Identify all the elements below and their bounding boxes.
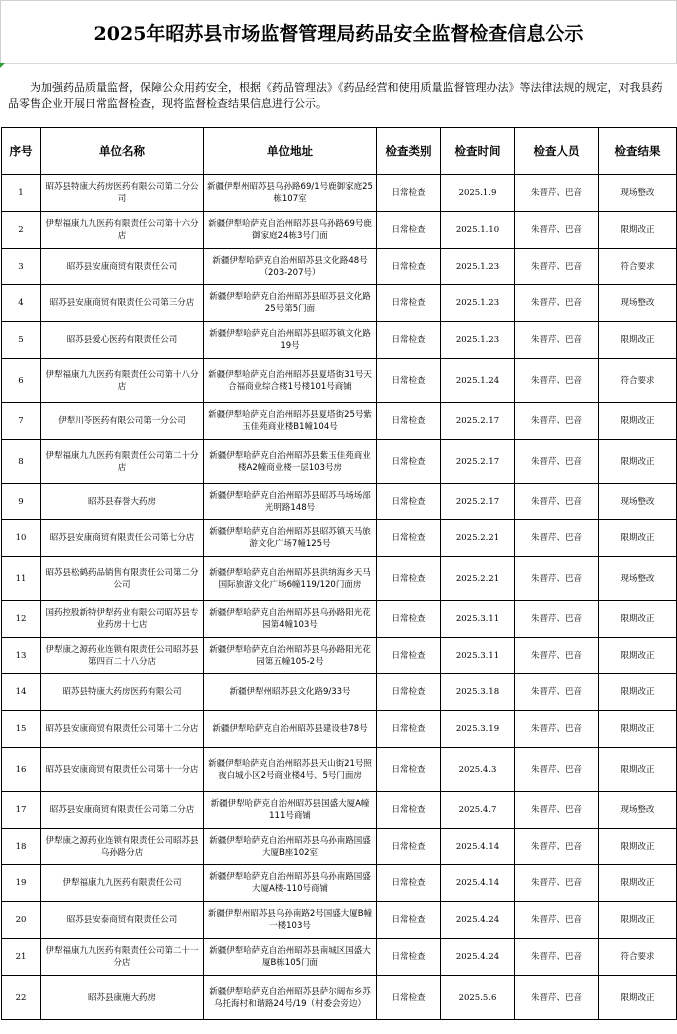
cell-result: 限期改正 (599, 674, 677, 711)
cell-date: 2025.1.23 (441, 322, 515, 359)
cell-type: 日常检查 (377, 902, 441, 939)
cell-no: 9 (2, 484, 41, 520)
cell-no: 3 (2, 249, 41, 285)
cell-name: 昭苏县安康商贸有限责任公司第二分店 (41, 792, 204, 829)
cell-date: 2025.1.23 (441, 249, 515, 285)
header-result: 检查结果 (599, 128, 677, 175)
cell-date: 2025.2.17 (441, 440, 515, 484)
cell-name: 伊犁福康九九医药有限责任公司第十八分店 (41, 359, 204, 403)
cell-type: 日常检查 (377, 520, 441, 557)
cell-date: 2025.4.24 (441, 902, 515, 939)
cell-no: 17 (2, 792, 41, 829)
cell-date: 2025.4.14 (441, 829, 515, 865)
cell-staff: 朱晋芹、巴音 (515, 249, 599, 285)
cell-name: 伊犁康之源药业连锁有限责任公司昭苏县第四百二十八分店 (41, 638, 204, 674)
cell-address: 新疆伊犁哈萨克自治州昭苏县国盛大厦A幢111号商铺 (204, 792, 377, 829)
cell-type: 日常检查 (377, 976, 441, 1020)
intro-paragraph: 为加强药品质量监督，保障公众用药安全，根据《药品管理法》《药品经营和使用质量监督管理办法》等法律法规的规定，对我县药品零售企业开展日常监督检查，现将监督检查结果信息进行公示。 (8, 81, 663, 110)
cell-name: 伊犁福康九九医药有限责任公司第二十一分店 (41, 939, 204, 976)
cell-no: 16 (2, 748, 41, 792)
cell-address: 新疆伊犁哈萨克自治州昭苏县天山街21号照夜白城小区2号商业楼4号、5号门面房 (204, 748, 377, 792)
cell-no: 8 (2, 440, 41, 484)
cell-no: 7 (2, 403, 41, 440)
cell-no: 14 (2, 674, 41, 711)
cell-name: 昭苏县安康商贸有限责任公司第十一分店 (41, 748, 204, 792)
cell-type: 日常检查 (377, 711, 441, 748)
table-row (2, 902, 677, 939)
table-row (2, 638, 677, 674)
cell-no: 5 (2, 322, 41, 359)
cell-no: 22 (2, 976, 41, 1020)
cell-name: 昭苏县特康大药房医药有限公司第二分公司 (41, 175, 204, 212)
cell-type: 日常检查 (377, 674, 441, 711)
cell-name: 国药控股新特伊犁药业有限公司昭苏县专业药房十七店 (41, 601, 204, 638)
cell-no: 2 (2, 212, 41, 249)
cell-staff: 朱晋芹、巴音 (515, 792, 599, 829)
cell-name: 昭苏县康施大药房 (41, 976, 204, 1020)
cell-no: 6 (2, 359, 41, 403)
cell-type: 日常检查 (377, 403, 441, 440)
cell-address: 新疆伊犁州昭苏县乌孙南路2号国盛大厦B幢一楼103号 (204, 902, 377, 939)
cell-result: 现场整改 (599, 285, 677, 322)
cell-result: 限期改正 (599, 440, 677, 484)
cell-staff: 朱晋芹、巴音 (515, 829, 599, 865)
cell-staff: 朱晋芹、巴音 (515, 285, 599, 322)
cell-address: 新疆伊犁哈萨克自治州昭苏县萨尔阔布乡苏乌托海村和谐路24号/19（村委会旁边） (204, 976, 377, 1020)
title-box (0, 0, 677, 64)
cell-name: 昭苏县安康商贸有限责任公司第十二分店 (41, 711, 204, 748)
cell-date: 2025.2.21 (441, 557, 515, 601)
cell-address: 新疆伊犁哈萨克自治州昭苏县乌孙路阳光花园第4幢103号 (204, 601, 377, 638)
cell-date: 2025.1.9 (441, 175, 515, 212)
cell-type: 日常检查 (377, 601, 441, 638)
cell-result: 限期改正 (599, 748, 677, 792)
cell-no: 13 (2, 638, 41, 674)
table-row (2, 674, 677, 711)
inspection-table (1, 127, 677, 1020)
cell-no: 1 (2, 175, 41, 212)
page-title: 2025年昭苏县市场监督管理局药品安全监督检查信息公示 (93, 23, 584, 45)
header-type: 检查类别 (377, 128, 441, 175)
table-row (2, 212, 677, 249)
cell-address: 新疆伊犁哈萨克自治州昭苏县乌孙南路国盛大厦A楼-110号商铺 (204, 865, 377, 902)
table-row (2, 748, 677, 792)
cell-staff: 朱晋芹、巴音 (515, 939, 599, 976)
table-row (2, 601, 677, 638)
cell-no: 4 (2, 285, 41, 322)
cell-staff: 朱晋芹、巴音 (515, 902, 599, 939)
cell-staff: 朱晋芹、巴音 (515, 440, 599, 484)
table-row (2, 939, 677, 976)
cell-staff: 朱晋芹、巴音 (515, 520, 599, 557)
cell-type: 日常检查 (377, 638, 441, 674)
cell-result: 限期改正 (599, 601, 677, 638)
cell-date: 2025.4.24 (441, 939, 515, 976)
cell-type: 日常检查 (377, 322, 441, 359)
cell-date: 2025.2.17 (441, 403, 515, 440)
cell-date: 2025.2.17 (441, 484, 515, 520)
cell-staff: 朱晋芹、巴音 (515, 175, 599, 212)
cell-date: 2025.1.24 (441, 359, 515, 403)
cell-address: 新疆伊犁哈萨克自治州昭苏县昭苏镇文化路19号 (204, 322, 377, 359)
cell-result: 限期改正 (599, 520, 677, 557)
cell-staff: 朱晋芹、巴音 (515, 212, 599, 249)
cell-address: 新疆伊犁州昭苏县文化路9/33号 (204, 674, 377, 711)
cell-result: 限期改正 (599, 711, 677, 748)
cell-type: 日常检查 (377, 359, 441, 403)
cell-result: 现场整改 (599, 792, 677, 829)
table-row (2, 865, 677, 902)
cell-no: 15 (2, 711, 41, 748)
cell-name: 伊犁福康九九医药有限责任公司 (41, 865, 204, 902)
cell-no: 21 (2, 939, 41, 976)
header-no: 序号 (2, 128, 41, 175)
cell-date: 2025.1.10 (441, 212, 515, 249)
table-row (2, 285, 677, 322)
cell-staff: 朱晋芹、巴音 (515, 484, 599, 520)
cell-staff: 朱晋芹、巴音 (515, 711, 599, 748)
cell-no: 20 (2, 902, 41, 939)
cell-address: 新疆伊犁哈萨克自治州昭苏县建设巷78号 (204, 711, 377, 748)
cell-type: 日常检查 (377, 484, 441, 520)
cell-staff: 朱晋芹、巴音 (515, 865, 599, 902)
cell-name: 昭苏县安康商贸有限责任公司第三分店 (41, 285, 204, 322)
header-name: 单位名称 (41, 128, 204, 175)
cell-type: 日常检查 (377, 557, 441, 601)
cell-no: 11 (2, 557, 41, 601)
cell-staff: 朱晋芹、巴音 (515, 322, 599, 359)
cell-type: 日常检查 (377, 748, 441, 792)
cell-address: 新疆伊犁哈萨克自治州昭苏县昭苏镇天马旅游文化广场7幢125号 (204, 520, 377, 557)
cell-type: 日常检查 (377, 175, 441, 212)
cell-type: 日常检查 (377, 865, 441, 902)
cell-name: 伊犁康之源药业连锁有限责任公司昭苏县乌孙路分店 (41, 829, 204, 865)
cell-name: 昭苏县爱心医药有限责任公司 (41, 322, 204, 359)
cell-result: 限期改正 (599, 976, 677, 1020)
cell-name: 伊犁福康九九医药有限责任公司第十六分店 (41, 212, 204, 249)
cell-date: 2025.2.21 (441, 520, 515, 557)
cell-result: 限期改正 (599, 638, 677, 674)
cell-no: 18 (2, 829, 41, 865)
table-header-row (2, 128, 677, 175)
cell-name: 昭苏县安康商贸有限责任公司 (41, 249, 204, 285)
cell-result: 限期改正 (599, 212, 677, 249)
cell-address: 新疆伊犁哈萨克自治州昭苏县昭苏县文化路25号第5门面 (204, 285, 377, 322)
cell-type: 日常检查 (377, 939, 441, 976)
cell-address: 新疆伊犁哈萨克自治州昭苏县夏塔街25号紫玉佳苑商业楼B1幢104号 (204, 403, 377, 440)
corner-mark (0, 63, 5, 68)
table-row (2, 359, 677, 403)
cell-staff: 朱晋芹、巴音 (515, 674, 599, 711)
cell-name: 昭苏县安泰商贸有限责任公司 (41, 902, 204, 939)
cell-address: 新疆伊犁哈萨克自治州昭苏县洪纳海乡天马国际旅游文化广场6幢119/120门面房 (204, 557, 377, 601)
cell-result: 限期改正 (599, 322, 677, 359)
cell-date: 2025.5.6 (441, 976, 515, 1020)
table-row (2, 829, 677, 865)
cell-staff: 朱晋芹、巴音 (515, 359, 599, 403)
header-staff: 检查人员 (515, 128, 599, 175)
cell-result: 符合要求 (599, 359, 677, 403)
cell-result: 现场整改 (599, 484, 677, 520)
cell-address: 新疆伊犁州昭苏县乌孙路69/1号鹿御家庭25栋107室 (204, 175, 377, 212)
cell-name: 昭苏县安康商贸有限责任公司第七分店 (41, 520, 204, 557)
cell-date: 2025.1.23 (441, 285, 515, 322)
cell-staff: 朱晋芹、巴音 (515, 403, 599, 440)
cell-date: 2025.3.11 (441, 638, 515, 674)
cell-address: 新疆伊犁哈萨克自治州昭苏县昭苏马场场部光明路148号 (204, 484, 377, 520)
cell-name: 昭苏县特康大药房医药有限公司 (41, 674, 204, 711)
cell-result: 符合要求 (599, 939, 677, 976)
cell-date: 2025.3.18 (441, 674, 515, 711)
cell-date: 2025.4.14 (441, 865, 515, 902)
table-row (2, 711, 677, 748)
table-row (2, 557, 677, 601)
cell-type: 日常检查 (377, 285, 441, 322)
cell-staff: 朱晋芹、巴音 (515, 976, 599, 1020)
cell-staff: 朱晋芹、巴音 (515, 601, 599, 638)
cell-type: 日常检查 (377, 829, 441, 865)
cell-name: 昭苏县松鹤药品销售有限责任公司第二分公司 (41, 557, 204, 601)
header-address: 单位地址 (204, 128, 377, 175)
cell-address: 新疆伊犁哈萨克自治州昭苏县夏塔街31号天合福商业综合楼1号楼101号商铺 (204, 359, 377, 403)
cell-type: 日常检查 (377, 212, 441, 249)
table-row (2, 484, 677, 520)
cell-staff: 朱晋芹、巴音 (515, 557, 599, 601)
table-row (2, 976, 677, 1020)
cell-address: 新疆伊犁哈萨克自治州昭苏县南城区国盛大厦B栋105门面 (204, 939, 377, 976)
table-row (2, 249, 677, 285)
cell-address: 新疆伊犁哈萨克自治州昭苏县乌孙路69号鹿御家庭24栋3号门面 (204, 212, 377, 249)
cell-type: 日常检查 (377, 792, 441, 829)
cell-date: 2025.3.19 (441, 711, 515, 748)
cell-staff: 朱晋芹、巴音 (515, 638, 599, 674)
cell-date: 2025.4.3 (441, 748, 515, 792)
cell-name: 伊犁福康九九医药有限责任公司第二十分店 (41, 440, 204, 484)
cell-type: 日常检查 (377, 249, 441, 285)
cell-result: 符合要求 (599, 249, 677, 285)
cell-address: 新疆伊犁哈萨克自治州昭苏县乌孙路阳光花园第五幢105-2号 (204, 638, 377, 674)
cell-type: 日常检查 (377, 440, 441, 484)
cell-address: 新疆伊犁哈萨克自治州昭苏县紫玉佳苑商业楼A2幢商业楼一层103号房 (204, 440, 377, 484)
table-row (2, 792, 677, 829)
cell-no: 10 (2, 520, 41, 557)
cell-no: 19 (2, 865, 41, 902)
cell-address: 新疆伊犁哈萨克自治州昭苏县乌孙南路国盛大厦B座102室 (204, 829, 377, 865)
cell-name: 伊犁川苓医药有限公司第一分公司 (41, 403, 204, 440)
table-row (2, 440, 677, 484)
table-row (2, 520, 677, 557)
cell-result: 限期改正 (599, 403, 677, 440)
table-row (2, 403, 677, 440)
cell-address: 新疆伊犁哈萨克自治州昭苏县文化路48号（203-207号） (204, 249, 377, 285)
cell-result: 现场整改 (599, 175, 677, 212)
table-row (2, 322, 677, 359)
header-date: 检查时间 (441, 128, 515, 175)
cell-date: 2025.3.11 (441, 601, 515, 638)
cell-result: 现场整改 (599, 557, 677, 601)
table-row (2, 175, 677, 212)
cell-no: 12 (2, 601, 41, 638)
cell-staff: 朱晋芹、巴音 (515, 748, 599, 792)
cell-name: 昭苏县春誉大药房 (41, 484, 204, 520)
cell-result: 限期改正 (599, 902, 677, 939)
cell-result: 限期改正 (599, 829, 677, 865)
cell-date: 2025.4.7 (441, 792, 515, 829)
cell-result: 限期改正 (599, 865, 677, 902)
